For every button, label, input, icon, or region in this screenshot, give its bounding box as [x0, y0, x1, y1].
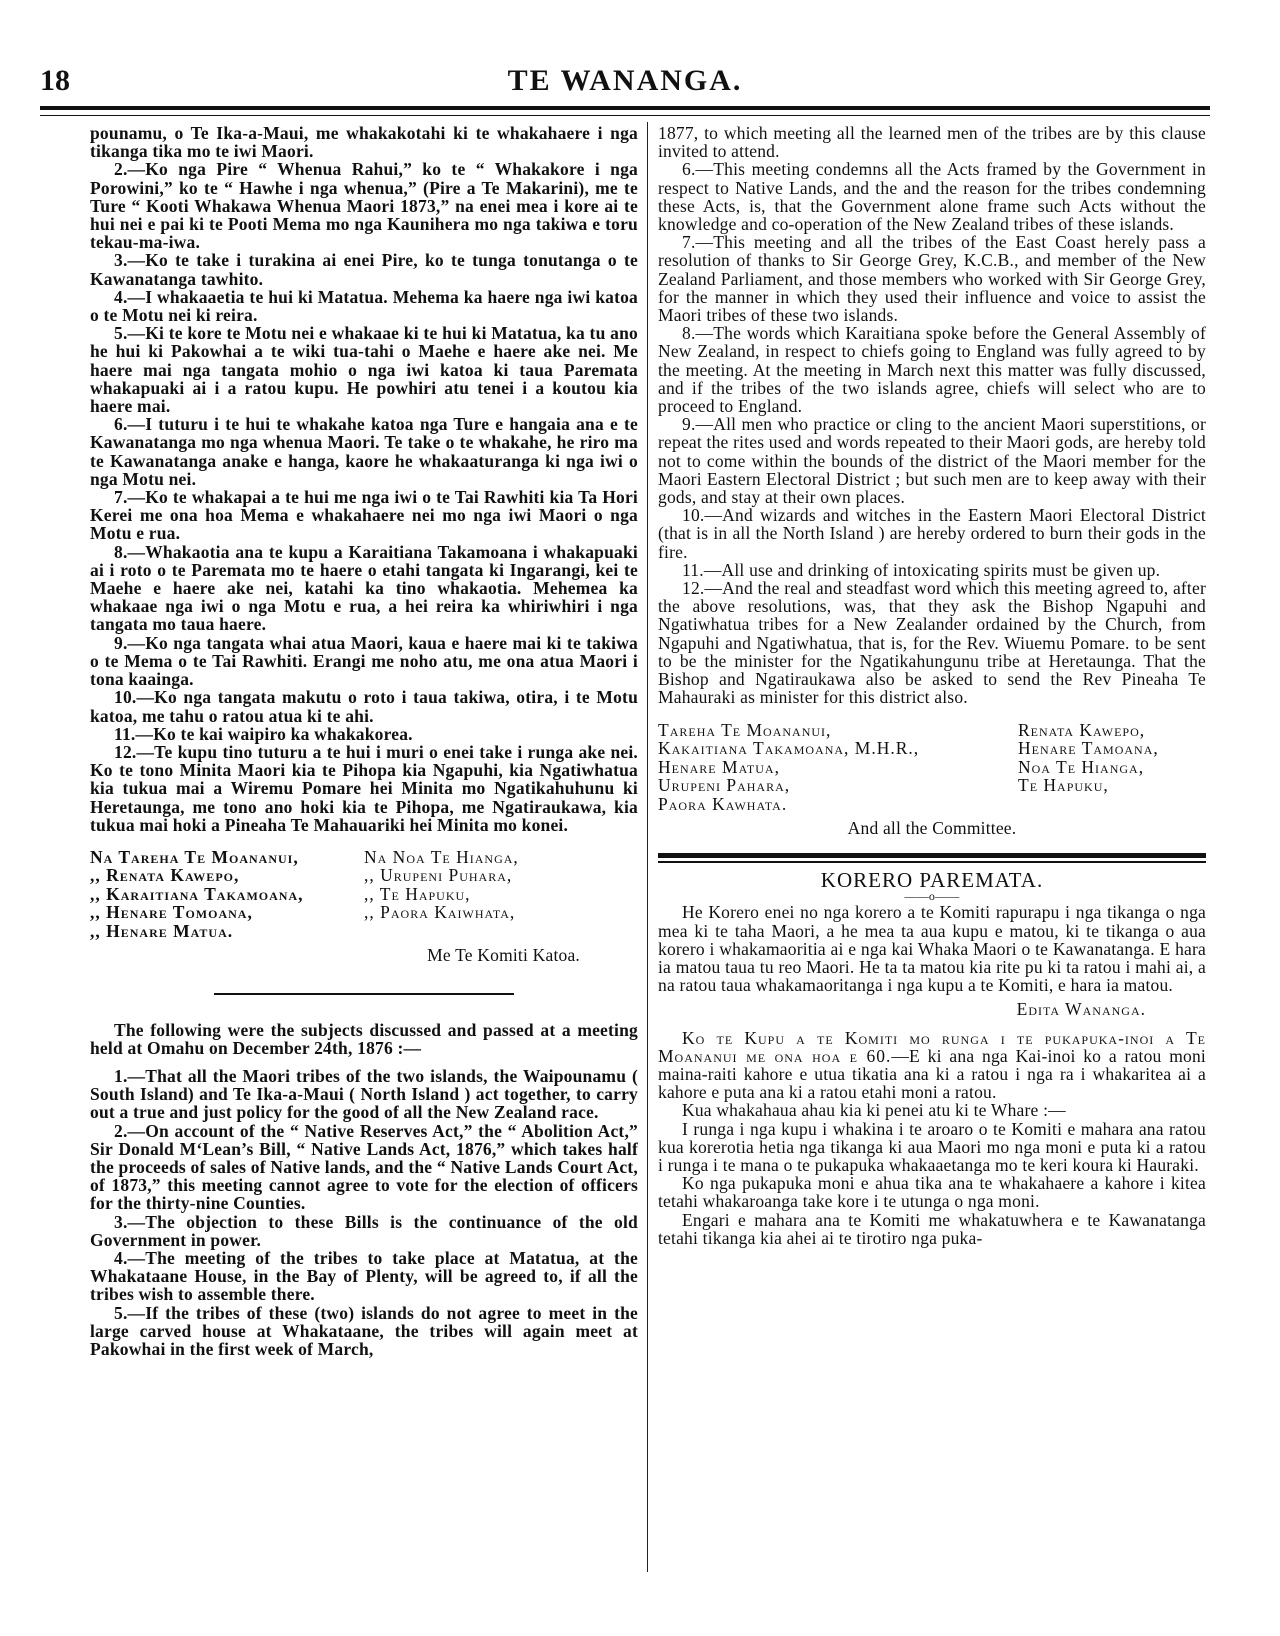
ornament: ——o——: [904, 889, 960, 904]
signatory: Henare Tamoana,: [1018, 738, 1159, 758]
maori-paragraph: 9.—Ko nga tangata whai atua Maori, kaua e haere mai ki te takiwa o te Mema o te Tai Rawhiti. Erangi me noho atu, me ona atua Maori i tona kaainga.: [90, 632, 638, 690]
signatory: ,, Paora Kaiwhata,: [364, 902, 516, 923]
maori-paragraph: pounamu, o Te Ika-a-Maui, me whakakotahi ki te whakahaere i nga tikanga tika mo te iwi Maori.: [90, 123, 638, 162]
column-divider: [647, 122, 648, 1572]
maori-paragraph: 11.—Ko te kai waipiro ka whakakorea.: [114, 723, 413, 744]
english-paragraph: 10.—And wizards and witches in the Eastern Maori Electoral District (that is in all the North Island ) are hereby ordered to burn their gods in the fire.: [658, 505, 1206, 562]
english-paragraph: 6.—This meeting condemns all the Acts framed by the Government in respect to Native Lands, and the and the reason for the tribes condemning these Acts, is, that the Government alone frame such Acts without the knowledge and co-operation of the New Zealand tribes of these islands.: [658, 159, 1206, 235]
signatories-maori: [90, 848, 638, 941]
maori-paragraph: 6.—I tuturu i te hui te whakahe katoa nga Ture e hangaia ana e te Kawanatanga mo nga whenua Maori. Te take o te whakahe, he riro ma te Kawanatanga anake e hanga, kaore he whakaaturanga ki nga iwi o nga Motu nei.: [90, 414, 638, 489]
section-title: KORERO PAREMATA.: [820, 868, 1044, 893]
committee-heading: Ko te Kupu a te Komiti mo runga i te pukapuka-inoi a Te Moananui me ona hoa e 60.: [658, 1027, 1206, 1066]
signatory: ,, Henare Tomoana,: [90, 902, 253, 923]
maori-paragraph: 4.—I whakaaetia te hui ki Matatua. Mehema ka haere nga iwi katoa o te Motu nei ki reira.: [90, 286, 638, 326]
committee-text: —E ki ana nga Kai-inoi ko a ratou moni maina-raiti kahore e utua tikatia ana ki a ratou i nga ra i whakaritea ai a kahore e puta ana ki a ratou etahi moni a ratou.: [658, 1045, 1206, 1103]
closing-line: And all the Committee.: [847, 818, 1017, 838]
maori-paragraph: 7.—Ko te whakapai a te hui me nga iwi o te Tai Rawhiti kia Ta Hori Kerei me ona hoa Mema e whakahaere nei mo nga iwi Maori o nga Motu e rua.: [90, 487, 638, 544]
left-column: [90, 124, 638, 1358]
english-paragraph: 9.—All men who practice or cling to the ancient Maori superstitions, or repeat the rites used and words repeated to their Maori gods, are hereby told not to come within the bounds of the district of the Maori member for the Maori Eastern Electoral District ; but such men are to keep away with their gods, and stay at their own places.: [658, 414, 1206, 508]
english-paragraph: 4.—The meeting of the tribes to take place at Matatua, at the Whakataane House, in the Bay of Plenty, will be agreed to, if all the tribes wish to assemble there.: [90, 1248, 638, 1305]
signatory: Tareha Te Moananui,: [658, 719, 832, 740]
signatory: Renata Kawepo,: [1018, 719, 1146, 740]
header-rule-thin: [40, 115, 1210, 116]
editor-signature: Edita Wananga.: [1016, 999, 1146, 1020]
signatory: Kakaitiana Takamoana, M.H.R.,: [658, 738, 920, 758]
editor-paragraph: He Korero enei no nga korero a te Komiti rapurapu i nga tikanga o nga mea ki te taha Maori, a he mea ta aua kupu e matou, ki te tikanga o aua korero i whakamaoritia ai e nga kai Whaka Maori o te Kawanatanga. E hara ia matou taua tu reo Maori. He ta ta matou kia rite pu ki ta ratou i mahi ai, a na ratou taua whakamaoritanga i nga kupu a te Komiti, e hara ia matou.: [658, 902, 1206, 996]
english-paragraph: 1.—That all the Maori tribes of the two islands, the Waipounamu ( South Island) and Te Ika-a-Maui ( North Island ) act together, to carry out a true and just policy for the good of all the New Zealand race.: [90, 1066, 638, 1123]
signatory: ,, Te Hapuku,: [364, 883, 471, 904]
maori-paragraph: 5.—Ki te kore te Motu nei e whakaae ki te hui ki Matatua, ka tu ano he hui ki Pakowhai a te wiki tua-tahi o Maehe e haere ake nei. Me haere mai nga tangata mohio o nga iwi katoa ki taua Paremata whakapuaki ai i a ratou kupu. He powhiri atu tenei i a koutou kia haere mai.: [90, 323, 638, 417]
page-number: 18: [40, 64, 70, 97]
right-column: [658, 124, 1206, 1247]
page-header: [40, 62, 1210, 102]
signatories-english: [658, 721, 1206, 814]
committee-paragraph: Engari e mahara ana te Komiti me whakatuwhera e te Kawanatanga tetahi tikanga kia ahei ai te tirotiro nga puka-: [658, 1209, 1206, 1248]
english-paragraph: 5.—If the tribes of these (two) islands do not agree to meet in the large carved house at Whakataane, the tribes will again meet at Pakowhai in the first week of March,: [90, 1302, 638, 1360]
header-rule-thick: [40, 106, 1210, 110]
maori-paragraph: 12.—Te kupu tino tuturu a te hui i muri o enei take i runga ake nei. Ko te tono Minita Maori kia te Pihopa kia Ngapuhi, kia Ngatiwhatua kia tukua mai a Wiremu Pomare hei Minita mo Ngatikahuhunu ki Heretaunga, me tono ano hoki kia te Pihopa, me Ngatiraukawa, kia tukua mai hoki a Pineaha Te Mahauariki hei Minita mo konei.: [90, 741, 638, 835]
section-divider: [214, 993, 514, 995]
english-paragraph: 1877, to which meeting all the learned men of the tribes are by this clause invited to attend.: [658, 123, 1206, 162]
signatory: Na Noa Te Hianga,: [364, 846, 519, 867]
signatory: ,, Henare Matua.: [90, 920, 234, 941]
english-paragraph: 11.—All use and drinking of intoxicating spirits must be given up.: [682, 559, 1161, 580]
committee-paragraph: I runga i nga kupu i whakina i te aroaro o te Komiti e mahara ana ratou kua korerotia hetia nga tikanga ki aua Maori mo nga moni e puta ki a ratou i runga i te mana o te pukapuka whakaaetanga mo te keri koura ki Hauraki.: [658, 1118, 1206, 1176]
signatory: Te Hapuku,: [1018, 775, 1109, 795]
maori-paragraph: 8.—Whakaotia ana te kupu a Karaitiana Takamoana i whakapuaki ai i roto o te Paremata mo te haere o etahi tangata ki Ingarangi, kei te Maehe e haere ake nei, katahi ka tino whakaotia. Mehemea ka whakaae nga iwi o nga Motu e rua, a hei reira ka whiriwhiri i nga tangata mo taua haere.: [90, 541, 638, 635]
committee-paragraph: [658, 1029, 1206, 1102]
maori-paragraph: 2.—Ko nga Pire “ Whenua Rahui,” ko te “ Whakakore i nga Porowini,” ko te “ Hawhe i nga whenua,” (Pire a Te Makarini), me te Ture “ Kooti Whakawa Whenua Maori 1873,” na enei mea i kore ai te hui nei e pai ki te Pooti Mema mo nga Kaunihera mo nga takiwa e toru tekau-ma-iwa.: [90, 159, 638, 253]
newspaper-title: TE WANANGA.: [507, 64, 743, 97]
maori-paragraph: 10.—Ko nga tangata makutu o roto i taua takiwa, otira, i te Motu katoa, me tahu o ratou atua ki te ahi.: [90, 687, 638, 726]
maori-paragraph: 3.—Ko te take i turakina ai enei Pire, ko te tunga tonutanga o te Kawanatanga tawhito.: [90, 250, 638, 289]
signatory: Urupeni Pahara,: [658, 775, 791, 795]
signatory: ,, Urupeni Puhara,: [364, 865, 513, 886]
english-paragraph: 12.—And the real and steadfast word which this meeting agreed to, after the above resolutions, was, that they ask the Bishop Ngapuhi and Ngatiwhatua tribes for a New Zealander ordained by the Church, from Ngapuhi and Ngatiwhatua, that is, for the Rev. Wiuemu Pomare. to be sent to be the minister for the Ngatikahungunu tribe at Heretaunga. That the Bishop and Ngatiraukawa also be asked to send the Rev Pineaha Te Mahauraki as minister for this district also.: [658, 578, 1206, 708]
signatory: Na Tareha Te Moananui,: [90, 846, 299, 867]
english-paragraph: 3.—The objection to these Bills is the continuance of the old Government in power.: [90, 1211, 638, 1250]
english-intro: The following were the subjects discussed and passed at a meeting held at Omahu on December 24th, 1876 :—: [90, 1019, 638, 1058]
signatory: Noa Te Hianga,: [1018, 756, 1145, 777]
signatory: ,, Renata Kawepo,: [90, 865, 240, 886]
signatory: Paora Kawhata.: [658, 793, 788, 814]
closing-line: Me Te Komiti Katoa.: [427, 945, 580, 966]
committee-paragraph: Kua whakahaua ahau kia ki penei atu ki te Whare :—: [682, 1100, 1066, 1121]
english-paragraph: 7.—This meeting and all the tribes of the East Coast herely pass a resolution of thanks to Sir George Grey, K.C.B., and member of the New Zealand Parliament, and those members who worked with Sir George Grey, for the manner in which they used their influence and voice to assist the Maori tribes of these two islands.: [658, 232, 1206, 326]
signatory: ,, Karaitiana Takamoana,: [90, 883, 304, 904]
english-paragraph: 8.—The words which Karaitiana spoke before the General Assembly of New Zealand, in respect to chiefs going to England was fully agreed to by the meeting. At the meeting in March next this matter was fully discussed, and if the tribes of the two islands agree, chiefs will select who are to proceed to England.: [658, 323, 1206, 417]
signatory: Henare Matua,: [658, 756, 780, 777]
section-double-rule: [658, 853, 1206, 863]
english-paragraph: 2.—On account of the “ Native Reserves Act,” the “ Abolition Act,” Sir Donald M‘Lean’s Bill, “ Native Lands Act, 1876,” which takes half the proceeds of sales of Native lands, and the “ Native Lands Court Act, of 1873,” this meeting cannot agree to vote for the election of officers for the thirty-nine Counties.: [90, 1120, 638, 1214]
committee-paragraph: Ko nga pukapuka moni e ahua tika ana te whakahaere a kahore i kitea tetahi whakaroanga take kore i te utunga o nga moni.: [658, 1173, 1206, 1212]
